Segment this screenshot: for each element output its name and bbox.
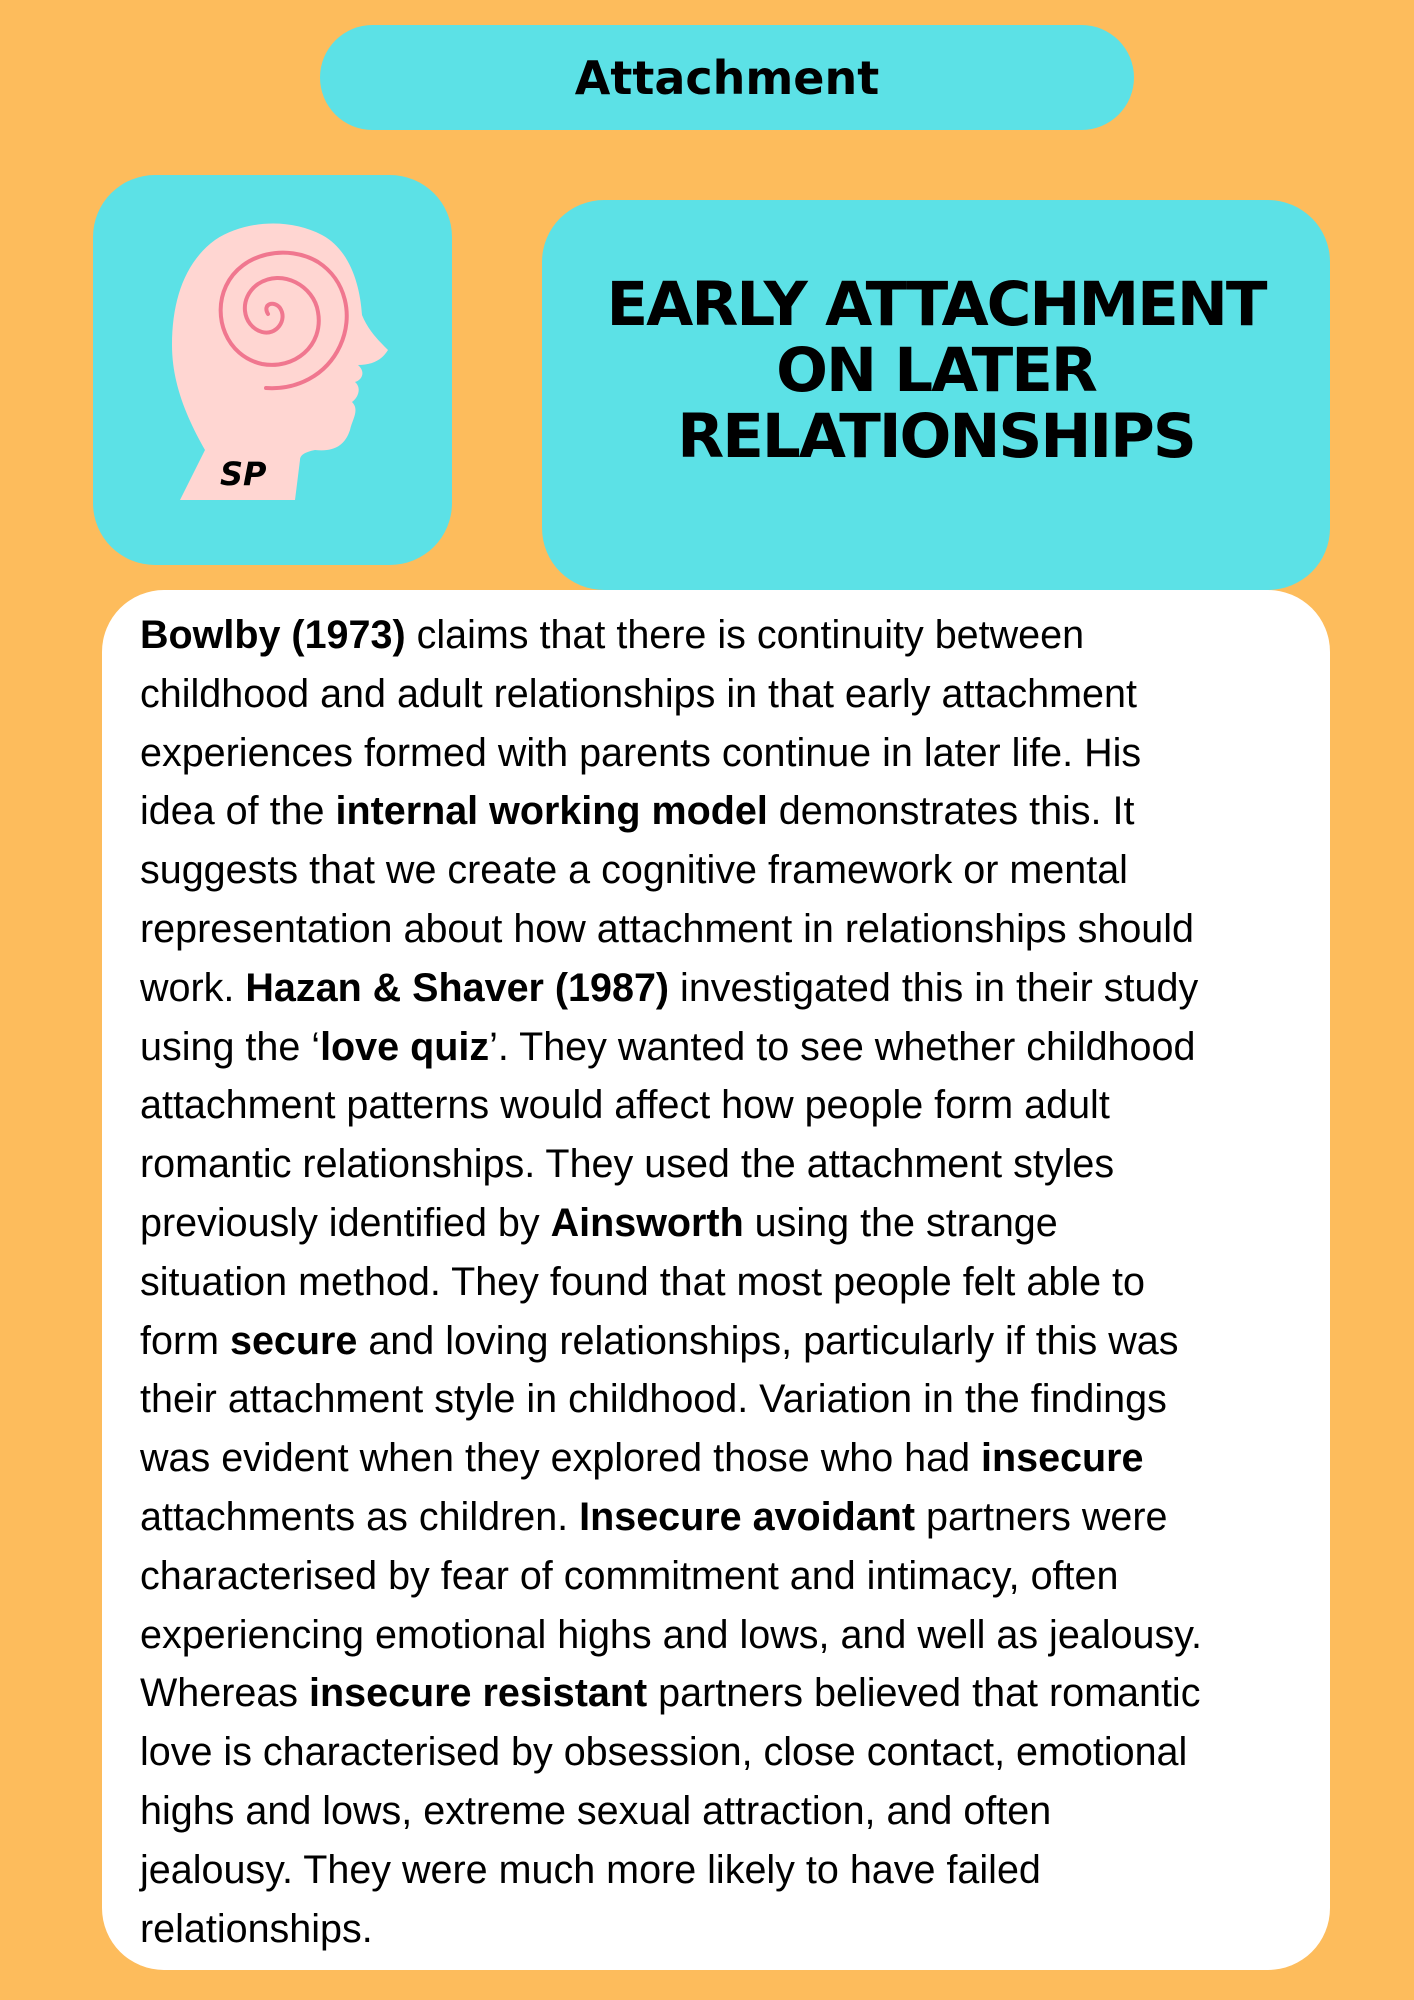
body-line: [140, 1135, 1310, 1194]
title-line: ON LATER: [776, 335, 1096, 406]
body-line: [140, 1782, 1310, 1841]
body-text-segment: suggests that we create a cognitive framework or mental: [140, 848, 1128, 893]
topic-header: Attachment: [320, 25, 1134, 130]
body-line: [140, 782, 1310, 841]
body-text-segment: partners believed that romantic: [647, 1671, 1201, 1716]
body-text-segment: demonstrates this. It: [767, 789, 1135, 834]
body-text-segment: highs and lows, extreme sexual attraction, and often: [140, 1788, 1052, 1833]
body-text-segment: and loving relationships, particularly if this was: [357, 1318, 1179, 1363]
body-text-segment: relationships.: [140, 1906, 373, 1951]
body-line: [140, 1488, 1310, 1547]
body-text-segment: idea of the: [140, 789, 336, 834]
body-text-segment: their attachment style in childhood. Variation in the findings: [140, 1377, 1167, 1422]
body-line: [140, 1547, 1310, 1606]
body-line: [140, 1312, 1310, 1371]
body-text-segment: representation about how attachment in relationships should: [140, 906, 1195, 951]
body-text-segment: childhood and adult relationships in that early attachment: [140, 671, 1137, 716]
body-text-segment: attachment patterns would affect how people form adult: [140, 1083, 1110, 1128]
bold-term: insecure resistant: [309, 1671, 648, 1716]
logo-initials: SP: [220, 455, 267, 493]
body-line: [140, 1841, 1310, 1900]
body-line: [140, 1018, 1310, 1077]
bold-term: insecure: [981, 1436, 1144, 1481]
body-line: [140, 1900, 1310, 1959]
bold-term: secure: [229, 1318, 358, 1363]
body-text-segment: form: [140, 1318, 230, 1363]
body-text-segment: was evident when they explored those who had: [140, 1436, 982, 1481]
body-line: [140, 606, 1310, 665]
page-title: [542, 269, 1330, 472]
body-text-segment: attachments as children.: [140, 1494, 580, 1539]
body-text-segment: love is characterised by obsession, close contact, emotional: [140, 1730, 1188, 1775]
body-line: [140, 959, 1310, 1018]
body-text-segment: work.: [140, 965, 246, 1010]
body-line: [140, 1370, 1310, 1429]
bold-term: love quiz: [320, 1024, 490, 1069]
body-line: [140, 1194, 1310, 1253]
bold-term: Ainsworth: [550, 1200, 744, 1245]
body-line: [140, 900, 1310, 959]
body-line: [140, 1664, 1310, 1723]
title-card: [542, 200, 1330, 590]
body-line: [140, 1606, 1310, 1665]
body-text-segment: ’. They wanted to see whether childhood: [489, 1024, 1196, 1069]
body-line: [140, 665, 1310, 724]
title-line: EARLY ATTACHMENT: [606, 269, 1266, 340]
body-text-segment: investigated this in their study: [669, 965, 1199, 1010]
bold-term: Bowlby (1973): [140, 613, 406, 657]
body-text-segment: jealousy. They were much more likely to have failed: [140, 1847, 1041, 1892]
body-text-segment: using the ‘: [140, 1024, 321, 1069]
body-text-segment: characterised by fear of commitment and intimacy, often: [140, 1553, 1119, 1598]
body-text-segment: experiences formed with parents continue in later life. His: [140, 730, 1142, 775]
body-text-segment: situation method. They found that most people felt able to: [140, 1259, 1145, 1304]
body-text-segment: previously identified by: [140, 1200, 551, 1245]
body-text-segment: Whereas: [140, 1671, 310, 1716]
body-line: [140, 724, 1310, 783]
body-text-segment: experiencing emotional highs and lows, and well as jealousy.: [140, 1612, 1203, 1657]
body-line: [140, 841, 1310, 900]
bold-term: internal working model: [335, 789, 768, 834]
body-line: [140, 1253, 1310, 1312]
bold-term: Insecure avoidant: [579, 1494, 915, 1539]
body-line: [140, 1076, 1310, 1135]
body-text-segment: partners were: [915, 1494, 1168, 1539]
title-line: RELATIONSHIPS: [677, 401, 1195, 472]
body-line: [140, 1723, 1310, 1782]
body-text-segment: using the strange: [743, 1200, 1058, 1245]
body-text-segment: claims that there is continuity between: [405, 613, 1085, 657]
bold-term: Hazan & Shaver (1987): [245, 965, 670, 1010]
body-text-segment: romantic relationships. They used the attachment styles: [140, 1142, 1115, 1187]
body-paragraph: [140, 606, 1310, 1958]
body-line: [140, 1429, 1310, 1488]
